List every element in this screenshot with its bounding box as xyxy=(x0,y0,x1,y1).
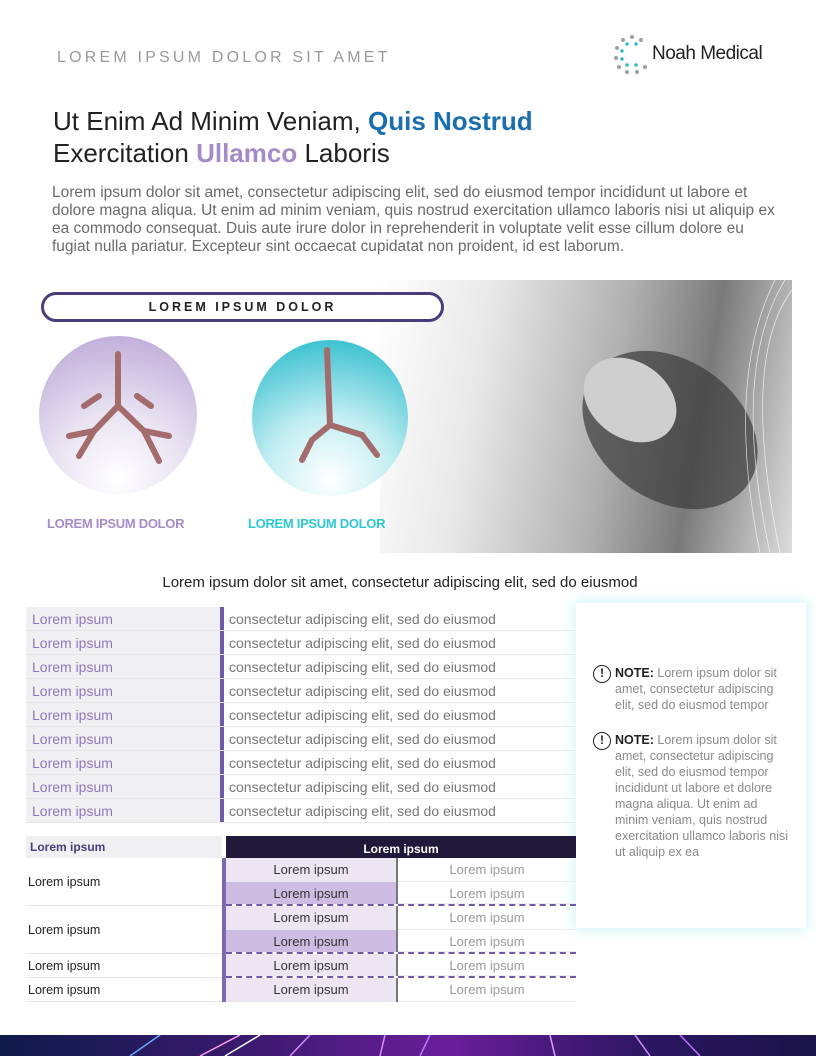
table-row xyxy=(26,775,576,799)
note-text: Lorem ipsum dolor sit amet, consectetur adipiscing elit, sed do eiusmod tempor xyxy=(615,666,777,712)
table-row xyxy=(26,655,576,679)
comparison-table xyxy=(26,836,576,1002)
footer-banner xyxy=(0,1035,816,1056)
row-key: Lorem ipsum xyxy=(26,727,220,750)
table-row xyxy=(226,930,576,954)
spec-table xyxy=(26,607,576,823)
row-value: consectetur adipiscing elit, sed do eiusmod xyxy=(229,731,496,747)
group-label: Lorem ipsum xyxy=(26,954,222,978)
row-value: consectetur adipiscing elit, sed do eiusmod xyxy=(229,659,496,675)
column-header: Lorem ipsum xyxy=(226,836,576,858)
cell: Lorem ipsum xyxy=(398,906,576,930)
group-label: Lorem ipsum xyxy=(26,906,222,954)
table-row xyxy=(226,882,576,906)
cell: Lorem ipsum xyxy=(398,930,576,952)
cell: Lorem ipsum xyxy=(398,882,576,904)
table-row xyxy=(26,751,576,775)
cell: Lorem ipsum xyxy=(226,882,398,904)
row-value: consectetur adipiscing elit, sed do eiusmod xyxy=(229,635,496,651)
note-label: NOTE: xyxy=(615,733,654,747)
logo-dots-icon xyxy=(614,34,650,74)
row-key: Lorem ipsum xyxy=(26,703,220,726)
cell: Lorem ipsum xyxy=(398,954,576,976)
table-row xyxy=(226,906,576,930)
table-row xyxy=(26,607,576,631)
cell: Lorem ipsum xyxy=(226,858,398,882)
note-text: Lorem ipsum dolor sit amet, consectetur adipiscing elit, sed do eiusmod tempor incididunt ut labore et dolore magna aliqua. Ut enim ad minim veniam, quis nostrud exercitation ullamco laboris nisi ut aliquip ex ea xyxy=(615,733,788,859)
header-kicker: LOREM IPSUM DOLOR SIT AMET xyxy=(57,49,391,66)
row-key: Lorem ipsum xyxy=(26,631,220,654)
row-value: consectetur adipiscing elit, sed do eiusmod xyxy=(229,707,496,723)
airway-model-teal xyxy=(252,340,408,496)
cell: Lorem ipsum xyxy=(226,930,398,952)
cell: Lorem ipsum xyxy=(226,978,398,1002)
row-group xyxy=(26,906,576,954)
table-row xyxy=(226,858,576,882)
model-label-teal: LOREM IPSUM DOLOR xyxy=(248,516,386,531)
corner-header: Lorem ipsum xyxy=(26,836,222,858)
row-group xyxy=(26,954,576,978)
table-row xyxy=(226,978,576,1002)
row-group xyxy=(26,858,576,906)
table-row xyxy=(26,703,576,727)
info-icon: ! xyxy=(593,732,611,750)
table-row xyxy=(26,679,576,703)
table-row xyxy=(226,954,576,978)
row-key: Lorem ipsum xyxy=(26,775,220,798)
patient-photo xyxy=(380,280,792,553)
section-pill: LOREM IPSUM DOLOR xyxy=(41,292,444,322)
page-title xyxy=(53,105,533,169)
row-value: consectetur adipiscing elit, sed do eiusmod xyxy=(229,611,496,627)
note-label: NOTE: xyxy=(615,666,654,680)
note xyxy=(593,665,793,713)
model-label-purple: LOREM IPSUM DOLOR xyxy=(47,516,185,531)
table-header xyxy=(26,836,576,858)
info-icon: ! xyxy=(593,665,611,683)
logo-text: Noah Medical xyxy=(652,43,763,64)
table-row xyxy=(26,799,576,823)
row-key: Lorem ipsum xyxy=(26,679,220,702)
cell: Lorem ipsum xyxy=(398,978,576,1002)
row-value: consectetur adipiscing elit, sed do eiusmod xyxy=(229,755,496,771)
title-part: Ut Enim Ad Minim Veniam, xyxy=(53,106,368,136)
intro-paragraph: Lorem ipsum dolor sit amet, consectetur adipiscing elit, sed do eiusmod tempor incididunt ut labore et dolore magna aliqua. Ut enim ad minim veniam, quis nostrud exercitation ullamco laboris nisi ut aliquip ex ea commodo consequat. Duis aute irure dolor in reprehenderit in voluptate velit esse cillum dolore eu fugiat nulla pariatur. Excepteur sint occaecat cupidatat non proident, id est laborum. xyxy=(52,184,775,255)
title-highlight: Quis Nostrud xyxy=(368,106,533,136)
row-key: Lorem ipsum xyxy=(26,655,220,678)
note xyxy=(593,732,793,860)
table-row xyxy=(26,631,576,655)
title-part: Exercitation xyxy=(53,138,197,168)
title-part: Laboris xyxy=(297,138,390,168)
table-row xyxy=(26,727,576,751)
row-group xyxy=(26,978,576,1002)
cell: Lorem ipsum xyxy=(226,906,398,930)
row-value: consectetur adipiscing elit, sed do eiusmod xyxy=(229,803,496,819)
table-caption: Lorem ipsum dolor sit amet, consectetur adipiscing elit, sed do eiusmod xyxy=(162,574,638,591)
logo xyxy=(614,34,762,74)
row-key: Lorem ipsum xyxy=(26,799,220,822)
row-key: Lorem ipsum xyxy=(26,607,220,630)
cell: Lorem ipsum xyxy=(226,954,398,976)
notes-panel xyxy=(576,603,806,928)
title-highlight: Ullamco xyxy=(196,138,298,168)
row-key: Lorem ipsum xyxy=(26,751,220,774)
row-value: consectetur adipiscing elit, sed do eiusmod xyxy=(229,683,496,699)
group-label: Lorem ipsum xyxy=(26,858,222,906)
cell: Lorem ipsum xyxy=(398,858,576,882)
airway-model-purple xyxy=(39,336,197,494)
row-value: consectetur adipiscing elit, sed do eiusmod xyxy=(229,779,496,795)
group-label: Lorem ipsum xyxy=(26,978,222,1002)
